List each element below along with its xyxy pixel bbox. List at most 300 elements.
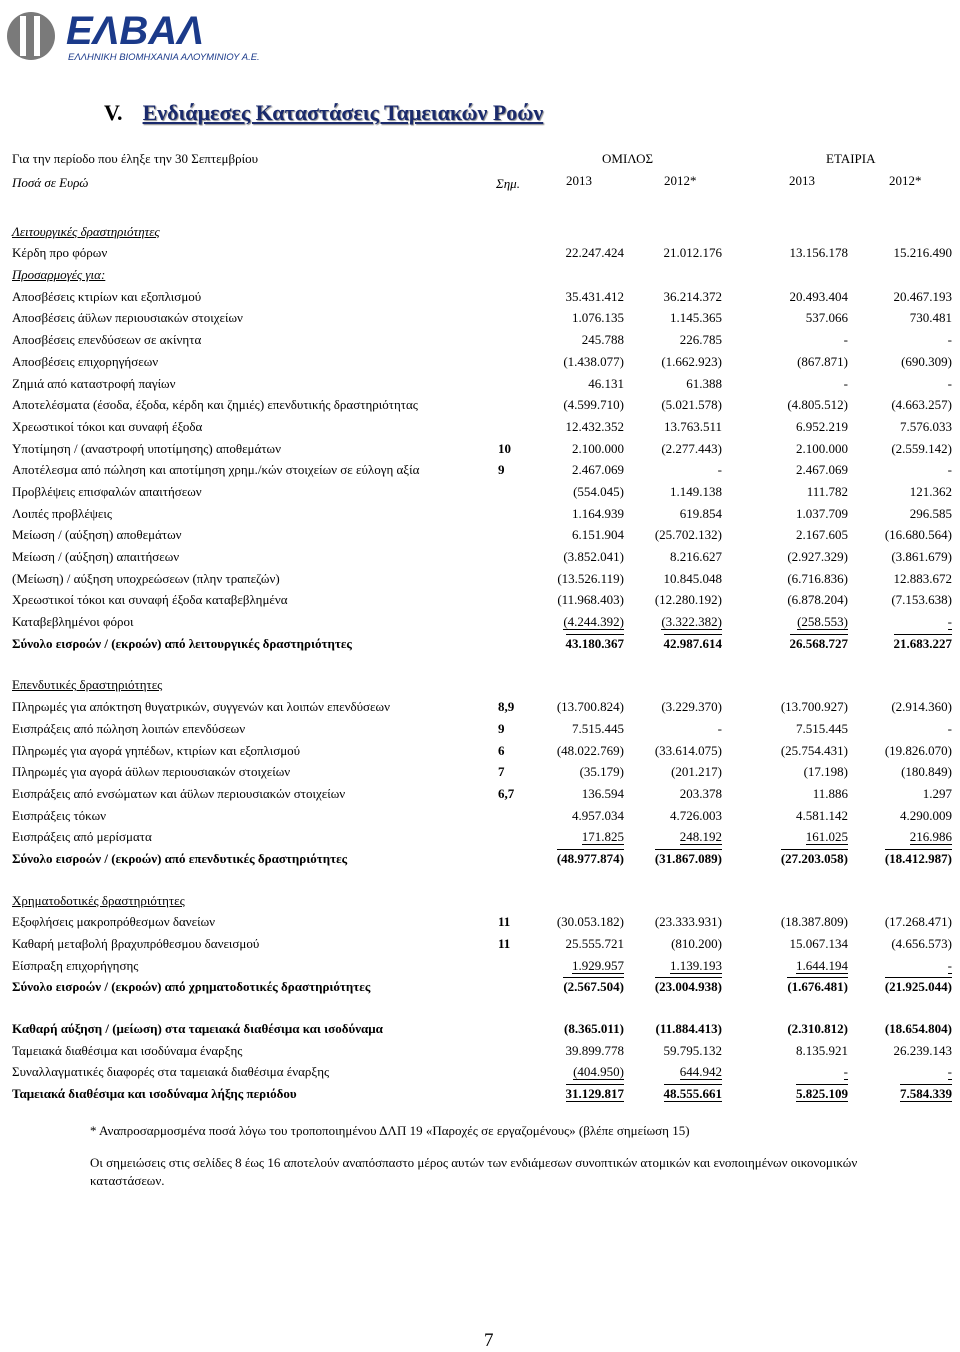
cell-value: (4.244.392) (563, 614, 624, 630)
value-group-2013 (548, 630, 624, 652)
value-company-2013 (722, 565, 848, 587)
cell-value: 22.247.424 (565, 245, 624, 261)
cell-value: (16.680.564) (884, 527, 952, 543)
row-label: Υποτίμηση / (αναστροφή υποτίμησης) αποθεμάτων (12, 440, 281, 456)
value-group-2012 (624, 759, 722, 781)
value-group-2013 (548, 565, 624, 587)
value-group-2012 (624, 522, 722, 544)
value-group-2013 (548, 435, 624, 457)
table-row (12, 759, 952, 781)
row-note (494, 952, 548, 974)
value-group-2012 (624, 780, 722, 802)
row-label: Χρεωστικοί τόκοι και συναφή έξοδα καταβεβλημένα (12, 592, 288, 608)
cell-value: 13.763.511 (663, 418, 722, 434)
cell-value: (27.203.058) (780, 850, 848, 866)
value-company-2012 (848, 392, 952, 414)
value-company-2013 (722, 693, 848, 715)
value-group-2013 (548, 780, 624, 802)
value-company-2012 (848, 867, 952, 887)
cell-value: 10.845.048 (663, 570, 722, 586)
cell-value: 136.594 (581, 785, 624, 801)
cell-value: 20.493.404 (789, 288, 848, 304)
row-label: Επενδυτικές δραστηριότητες (12, 677, 163, 693)
row-note (494, 1037, 548, 1059)
value-company-2013 (722, 522, 848, 544)
value-group-2012 (624, 952, 722, 974)
cell-value: 42.987.614 (663, 635, 722, 651)
cell-value: 26.239.143 (893, 1042, 952, 1058)
row-note (494, 305, 548, 327)
value-group-2013 (548, 672, 624, 694)
value-group-2013 (548, 952, 624, 974)
value-group-2013 (548, 587, 624, 609)
value-company-2012 (848, 1015, 952, 1037)
value-group-2012 (624, 240, 722, 262)
value-company-2013 (722, 867, 848, 887)
table-row (12, 845, 952, 867)
row-note (494, 802, 548, 824)
row-note (494, 218, 548, 240)
value-company-2013 (722, 715, 848, 737)
row-label: Λοιπές προβλέψεις (12, 505, 113, 521)
value-group-2012 (624, 218, 722, 240)
row-note: 11 (498, 914, 511, 930)
row-note (494, 587, 548, 609)
cell-value: 1.076.135 (572, 310, 624, 326)
table-row (12, 392, 952, 414)
value-company-2012 (848, 370, 952, 392)
cell-value: 1.164.939 (572, 505, 624, 521)
value-company-2013 (722, 1059, 848, 1081)
cell-value: 59.795.132 (663, 1042, 722, 1058)
value-group-2013 (548, 543, 624, 565)
value-group-2013 (548, 909, 624, 931)
row-label: Εξοφλήσεις μακροπρόθεσμων δανείων (12, 914, 216, 930)
row-note (494, 608, 548, 630)
table-row (12, 952, 952, 974)
value-group-2013 (548, 693, 624, 715)
value-company-2013 (722, 1015, 848, 1037)
row-note: 9 (498, 462, 505, 478)
row-note (494, 522, 548, 544)
table-row (12, 348, 952, 370)
table-row (12, 780, 952, 802)
table-row (12, 240, 952, 262)
cell-value: (17.268.471) (884, 914, 952, 930)
cell-value: (33.614.075) (654, 742, 722, 758)
cell-value: (554.045) (573, 483, 624, 499)
cell-value: 730.481 (909, 310, 952, 326)
row-note (494, 1015, 548, 1037)
table-row (12, 608, 952, 630)
value-group-2013 (548, 218, 624, 240)
restatement-footnote: * Αναπροσαρμοσμένα ποσά λόγω του τροποποιημένου ΔΛΠ 19 «Παροχές σε εργαζομένους» (βλέπε σημείωση 15) (90, 1123, 690, 1138)
row-note (494, 1080, 548, 1102)
cell-value: (48.022.769) (556, 742, 624, 758)
amounts-label: Ποσά σε Ευρώ (12, 175, 89, 190)
row-label: Ταμειακά διαθέσιμα και ισοδύναμα λήξης περιόδου (12, 1086, 297, 1102)
value-company-2013 (722, 974, 848, 996)
table-row (12, 1015, 952, 1037)
table-row (12, 413, 952, 435)
cell-value: - (843, 1064, 848, 1080)
company-logo (4, 6, 284, 68)
value-group-2012 (624, 326, 722, 348)
group-header: ΟΜΙΛΟΣ (602, 151, 654, 166)
table-row (12, 672, 952, 694)
title-text: Ενδιάμεσες Καταστάσεις Ταμειακών Ροών (142, 100, 544, 125)
table-row (12, 457, 952, 479)
cell-value: 20.467.193 (893, 288, 952, 304)
cell-value: - (947, 462, 952, 478)
table-row (12, 1059, 952, 1081)
value-group-2012 (624, 305, 722, 327)
cell-value: (2.567.504) (563, 979, 624, 995)
value-group-2012 (624, 672, 722, 694)
row-note: 8,9 (498, 699, 515, 715)
value-group-2013 (548, 845, 624, 867)
value-group-2012 (624, 693, 722, 715)
row-note: 9 (498, 720, 505, 736)
value-company-2013 (722, 261, 848, 283)
row-label: Ζημιά από καταστροφή παγίων (12, 375, 176, 391)
cell-value: 1.139.193 (670, 957, 722, 973)
cell-value: 1.145.365 (670, 310, 722, 326)
cell-value: (13.526.119) (557, 570, 624, 586)
value-group-2012 (624, 630, 722, 652)
value-group-2012 (624, 887, 722, 909)
cell-value: 8.135.921 (796, 1042, 848, 1058)
value-group-2012 (624, 457, 722, 479)
value-company-2013 (722, 413, 848, 435)
value-company-2013 (722, 218, 848, 240)
row-label: Χρεωστικοί τόκοι και συναφή έξοδα (12, 418, 203, 434)
cell-value: (48.977.874) (556, 850, 624, 866)
value-company-2013 (722, 930, 848, 952)
cell-value: (18.412.987) (884, 850, 952, 866)
row-note (494, 1059, 548, 1081)
row-note (494, 370, 548, 392)
value-company-2013 (722, 392, 848, 414)
cell-value: 26.568.727 (789, 635, 848, 651)
cell-value: 1.149.138 (670, 483, 722, 499)
value-company-2013 (722, 435, 848, 457)
table-row (12, 1037, 952, 1059)
value-company-2013 (722, 478, 848, 500)
row-note: 7 (498, 764, 505, 780)
cell-value: (18.654.804) (884, 1021, 952, 1037)
value-company-2012 (848, 952, 952, 974)
value-group-2012 (624, 715, 722, 737)
value-group-2013 (548, 522, 624, 544)
row-label: Αποσβέσεις άϋλων περιουσιακών στοιχείων (12, 310, 243, 326)
value-group-2012 (624, 909, 722, 931)
cell-value: (2.310.812) (787, 1021, 848, 1037)
row-note (494, 995, 548, 1015)
value-company-2013 (722, 1037, 848, 1059)
value-group-2013 (548, 737, 624, 759)
value-group-2012 (624, 348, 722, 370)
cell-value: - (947, 1064, 952, 1080)
row-label (12, 995, 494, 1015)
row-label: Εισπράξεις τόκων (12, 807, 107, 823)
cell-value: 4.581.142 (796, 807, 848, 823)
value-company-2013 (722, 824, 848, 846)
cell-value: (21.925.044) (884, 979, 952, 995)
cell-value: 2.100.000 (572, 440, 624, 456)
cell-value: (1.676.481) (787, 979, 848, 995)
value-company-2012 (848, 630, 952, 652)
value-company-2013 (722, 240, 848, 262)
table-row (12, 370, 952, 392)
cell-value: (6.716.836) (787, 570, 848, 586)
elval-logo-graphic (4, 6, 284, 68)
cell-value: (7.153.638) (891, 592, 952, 608)
value-company-2013 (722, 887, 848, 909)
cell-value: 644.942 (679, 1064, 722, 1080)
row-label: Συναλλαγματικές διαφορές στα ταμειακά διαθέσιμα έναρξης (12, 1064, 330, 1080)
row-note (494, 652, 548, 672)
table-row (12, 478, 952, 500)
value-company-2013 (722, 500, 848, 522)
cell-value: 161.025 (805, 829, 848, 845)
value-company-2013 (722, 780, 848, 802)
cell-value: 39.899.778 (565, 1042, 624, 1058)
row-label: Μείωση / (αύξηση) απαιτήσεων (12, 549, 180, 564)
value-company-2012 (848, 672, 952, 694)
cell-value: 15.067.134 (789, 936, 848, 951)
logo-tagline: ΕΛΛΗΝΙΚΗ ΒΙΟΜΗΧΑΝΙΑ ΑΛΟΥΜΙΝΙΟΥ Α.Ε. (68, 52, 260, 63)
cell-value: (4.656.573) (891, 936, 952, 951)
value-company-2013 (722, 630, 848, 652)
table-row (12, 305, 952, 327)
row-label: Εισπράξεις από ενσώματων και άϋλων περιουσιακών στοιχείων (12, 785, 346, 801)
value-group-2012 (624, 867, 722, 887)
value-company-2013 (722, 283, 848, 305)
value-group-2012 (624, 1059, 722, 1081)
value-group-2013 (548, 1015, 624, 1037)
table-row (12, 867, 952, 887)
value-group-2012 (624, 737, 722, 759)
cell-value: (2.559.142) (891, 440, 952, 456)
row-label: Αποσβέσεις κτιρίων και εξοπλισμού (12, 288, 202, 304)
value-company-2012 (848, 435, 952, 457)
cell-value: (3.229.370) (661, 699, 722, 715)
row-note (494, 824, 548, 846)
table-row (12, 500, 952, 522)
value-company-2012 (848, 500, 952, 522)
value-company-2013 (722, 587, 848, 609)
cell-value: 15.216.490 (893, 245, 952, 261)
cell-value: 6.151.904 (572, 527, 624, 543)
cell-value: 203.378 (679, 785, 722, 801)
value-company-2012 (848, 261, 952, 283)
row-label: Κέρδη προ φόρων (12, 245, 108, 261)
cell-value: 21.012.176 (663, 245, 722, 261)
period-label: Για την περίοδο που έληξε την 30 Σεπτεμβρίου (12, 151, 259, 166)
value-company-2012 (848, 522, 952, 544)
row-note: 10 (498, 440, 511, 456)
row-note (494, 261, 548, 283)
cell-value: 11.886 (812, 785, 848, 801)
row-label: Καθαρή μεταβολή βραχυπρόθεσμου δανεισμού (12, 936, 260, 951)
cell-value: 8.216.627 (670, 549, 722, 564)
cell-value: 12.883.672 (893, 570, 952, 586)
value-group-2013 (548, 348, 624, 370)
row-note (494, 565, 548, 587)
row-note (494, 392, 548, 414)
table-row (12, 218, 952, 240)
value-group-2012 (624, 1080, 722, 1102)
row-note (494, 283, 548, 305)
cell-value: 7.576.033 (900, 418, 952, 434)
cell-value: (19.826.070) (884, 742, 952, 758)
cell-value: (2.914.360) (891, 699, 952, 715)
value-group-2012 (624, 1015, 722, 1037)
cell-value: 2.167.605 (796, 527, 848, 543)
value-group-2012 (624, 543, 722, 565)
cell-value: 46.131 (588, 375, 624, 391)
cell-value: (11.884.413) (655, 1021, 722, 1037)
value-company-2013 (722, 672, 848, 694)
cell-value: 7.515.445 (572, 720, 624, 736)
cell-value: 1.297 (922, 785, 952, 801)
value-group-2013 (548, 413, 624, 435)
value-company-2013 (722, 608, 848, 630)
value-group-2013 (548, 326, 624, 348)
cell-value: (18.387.809) (780, 914, 848, 930)
value-group-2013 (548, 974, 624, 996)
value-company-2012 (848, 478, 952, 500)
cell-value: (6.878.204) (787, 592, 848, 608)
value-company-2012 (848, 909, 952, 931)
cell-value: (867.871) (797, 353, 848, 369)
row-note (494, 240, 548, 262)
value-group-2012 (624, 587, 722, 609)
cell-value: (25.754.431) (780, 742, 848, 758)
cell-value: (23.004.938) (654, 979, 722, 995)
row-note (494, 845, 548, 867)
row-label (12, 867, 494, 887)
value-company-2012 (848, 759, 952, 781)
table-row (12, 326, 952, 348)
cell-value: (2.277.443) (661, 440, 722, 456)
value-group-2013 (548, 759, 624, 781)
value-company-2012 (848, 348, 952, 370)
cell-value: (3.861.679) (891, 549, 952, 564)
table-row (12, 435, 952, 457)
cell-value: 1.929.957 (572, 957, 624, 973)
cell-value: (180.849) (901, 764, 952, 780)
table-row (12, 587, 952, 609)
row-label: Προσαρμογές για: (12, 267, 106, 283)
value-company-2013 (722, 909, 848, 931)
cell-value: (4.663.257) (891, 397, 952, 413)
value-company-2013 (722, 845, 848, 867)
value-group-2012 (624, 392, 722, 414)
cell-value: (35.179) (579, 764, 624, 780)
value-company-2012 (848, 543, 952, 565)
value-company-2012 (848, 693, 952, 715)
table-row (12, 261, 952, 283)
note-header: Σημ. (496, 176, 520, 191)
row-label: Πληρωμές για απόκτηση θυγατρικών, συγγενών και λοιπών επενδύσεων (12, 699, 390, 715)
value-company-2012 (848, 974, 952, 996)
cell-value: (3.852.041) (563, 549, 624, 564)
value-company-2012 (848, 887, 952, 909)
cell-value: 48.555.661 (663, 1086, 722, 1102)
value-group-2012 (624, 435, 722, 457)
cell-value: (201.217) (671, 764, 722, 780)
row-note: 11 (498, 936, 511, 951)
value-group-2013 (548, 1080, 624, 1102)
row-note (494, 326, 548, 348)
value-company-2012 (848, 802, 952, 824)
value-group-2012 (624, 478, 722, 500)
logo-mark-icon (7, 12, 55, 60)
cell-value: 7.584.339 (900, 1086, 952, 1102)
cell-value: 13.156.178 (789, 245, 848, 261)
value-group-2013 (548, 261, 624, 283)
table-row (12, 887, 952, 909)
cell-value: 43.180.367 (565, 635, 624, 651)
value-group-2013 (548, 240, 624, 262)
cell-value: - (843, 332, 848, 348)
value-company-2013 (722, 348, 848, 370)
value-group-2012 (624, 652, 722, 672)
row-label: Αποσβέσεις επιχορηγήσεων (12, 353, 159, 369)
row-note (494, 478, 548, 500)
cell-value: 4.957.034 (572, 807, 624, 823)
row-note (494, 413, 548, 435)
cell-value: (31.867.089) (654, 850, 722, 866)
cell-value: (23.333.931) (654, 914, 722, 930)
value-company-2012 (848, 715, 952, 737)
cell-value: (5.021.578) (661, 397, 722, 413)
value-company-2013 (722, 995, 848, 1015)
cell-value: - (947, 375, 952, 391)
cell-value: 111.782 (806, 483, 848, 499)
value-company-2012 (848, 565, 952, 587)
cell-value: (12.280.192) (654, 592, 722, 608)
table-row (12, 522, 952, 544)
table-row (12, 930, 952, 952)
value-group-2012 (624, 608, 722, 630)
logo-brand-text: ΕΛΒΑΛ (66, 9, 204, 53)
table-row (12, 693, 952, 715)
value-company-2013 (722, 370, 848, 392)
row-note (494, 500, 548, 522)
value-group-2013 (548, 930, 624, 952)
value-group-2012 (624, 500, 722, 522)
page-number: 7 (484, 1330, 494, 1351)
row-label: Προβλέψεις επισφαλών απαιτήσεων (12, 483, 202, 499)
row-label: (Μείωση) / αύξηση υποχρεώσεων (πλην τραπεζών) (12, 570, 280, 586)
value-group-2013 (548, 1037, 624, 1059)
value-company-2012 (848, 824, 952, 846)
value-group-2012 (624, 261, 722, 283)
row-label: Πληρωμές για αγορά άϋλων περιουσιακών στοιχείων (12, 764, 291, 780)
row-label: Λειτουργικές δραστηριότητες (12, 223, 160, 239)
year-header-company-2013: 2013 (789, 173, 815, 188)
cell-value: 2.467.069 (572, 462, 624, 478)
cell-value: 7.515.445 (796, 720, 848, 736)
value-group-2013 (548, 283, 624, 305)
row-note (494, 543, 548, 565)
cell-value: 619.854 (679, 505, 722, 521)
row-label (12, 652, 494, 672)
value-company-2012 (848, 1059, 952, 1081)
